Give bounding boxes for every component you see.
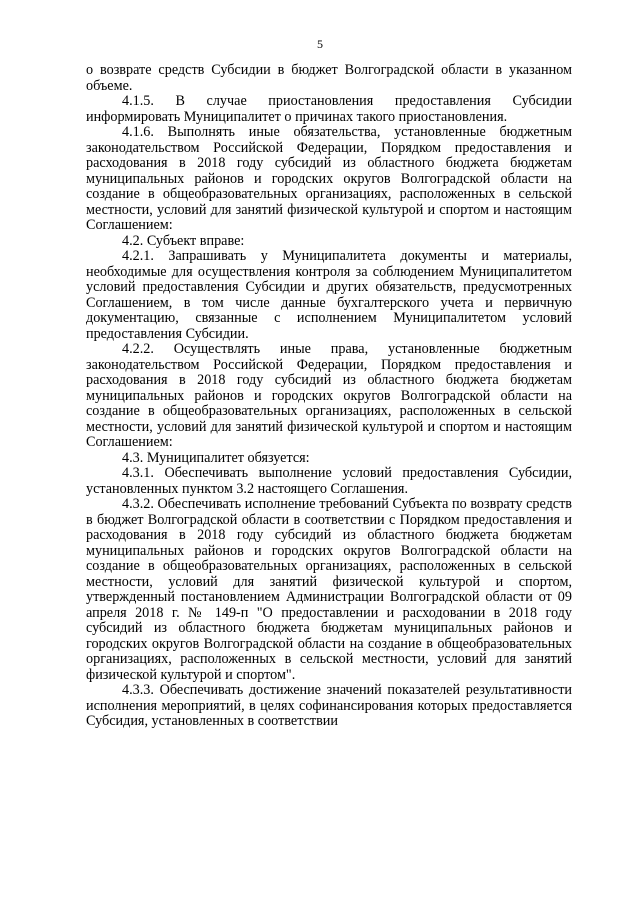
paragraph: 4.2.2. Осуществлять иные права, установленные бюджетным законодательством Российской Федерации, Порядком предоставления и расходования в 2018 году субсидий из областного бюджета бюджетам муниципальных районов и городских округов Волгоградской области на создание в общеобразовательных организациях, расположенных в сельской местности, условий для занятий физической культурой и спортом и настоящим Соглашением: [86,341,572,450]
page-number: 5 [317,37,323,51]
paragraph: 4.3.2. Обеспечивать исполнение требований Субъекта по возврату средств в бюджет Волгоградской области в соответствии с Порядком предоставления и расходования в 2018 году субсидий из областного бюджета бюджетам муниципальных районов и городских округов Волгоградской области на создание в общеобразовательных организациях, расположенных в сельской местности, условий для занятий физической культурой и спортом, утвержденный постановлением Администрации Волгоградской области от 09 апреля 2018 г. № 149-п "О предоставлении и расходовании в 2018 году субсидий из областного бюджета бюджетам муниципальных районов и городских округов Волгоградской области на создание в общеобразовательных организациях, расположенных в сельской местности, условий для занятий физической культурой и спортом". [86,496,572,683]
paragraph: 4.3.3. Обеспечивать достижение значений показателей результативности исполнения мероприятий, в целях софинансирования которых предоставляется Субсидия, установленных в соответствии [86,682,572,729]
paragraph: 4.1.6. Выполнять иные обязательства, установленные бюджетным законодательством Российской Федерации, Порядком предоставления и расходования в 2018 году субсидий из областного бюджета бюджетам муниципальных районов и городских округов Волгоградской области на создание в общеобразовательных организациях, расположенных в сельской местности, условий для занятий физической культурой и спортом и настоящим Соглашением: [86,124,572,233]
paragraph: 4.2. Субъект вправе: [122,232,245,249]
document-body [86,63,572,730]
paragraph: 4.3. Муниципалитет обязуется: [122,449,310,466]
paragraph: 4.2.1. Запрашивать у Муниципалитета документы и материалы, необходимые для осуществления контроля за соблюдением Муниципалитетом условий предоставления Субсидии и других обязательств, предусмотренных Соглашением, в том числе данные бухгалтерского учета и первичную документацию, связанные с исполнением Муниципалитетом условий предоставления Субсидии. [86,248,572,342]
paragraph: 4.3.1. Обеспечивать выполнение условий предоставления Субсидии, установленных пунктом 3.2 настоящего Соглашения. [86,465,572,497]
paragraph: о возврате средств Субсидии в бюджет Волгоградской области в указанном объеме. [86,62,572,94]
paragraph: 4.1.5. В случае приостановления предоставления Субсидии информировать Муниципалитет о причинах такого приостановления. [86,93,572,125]
